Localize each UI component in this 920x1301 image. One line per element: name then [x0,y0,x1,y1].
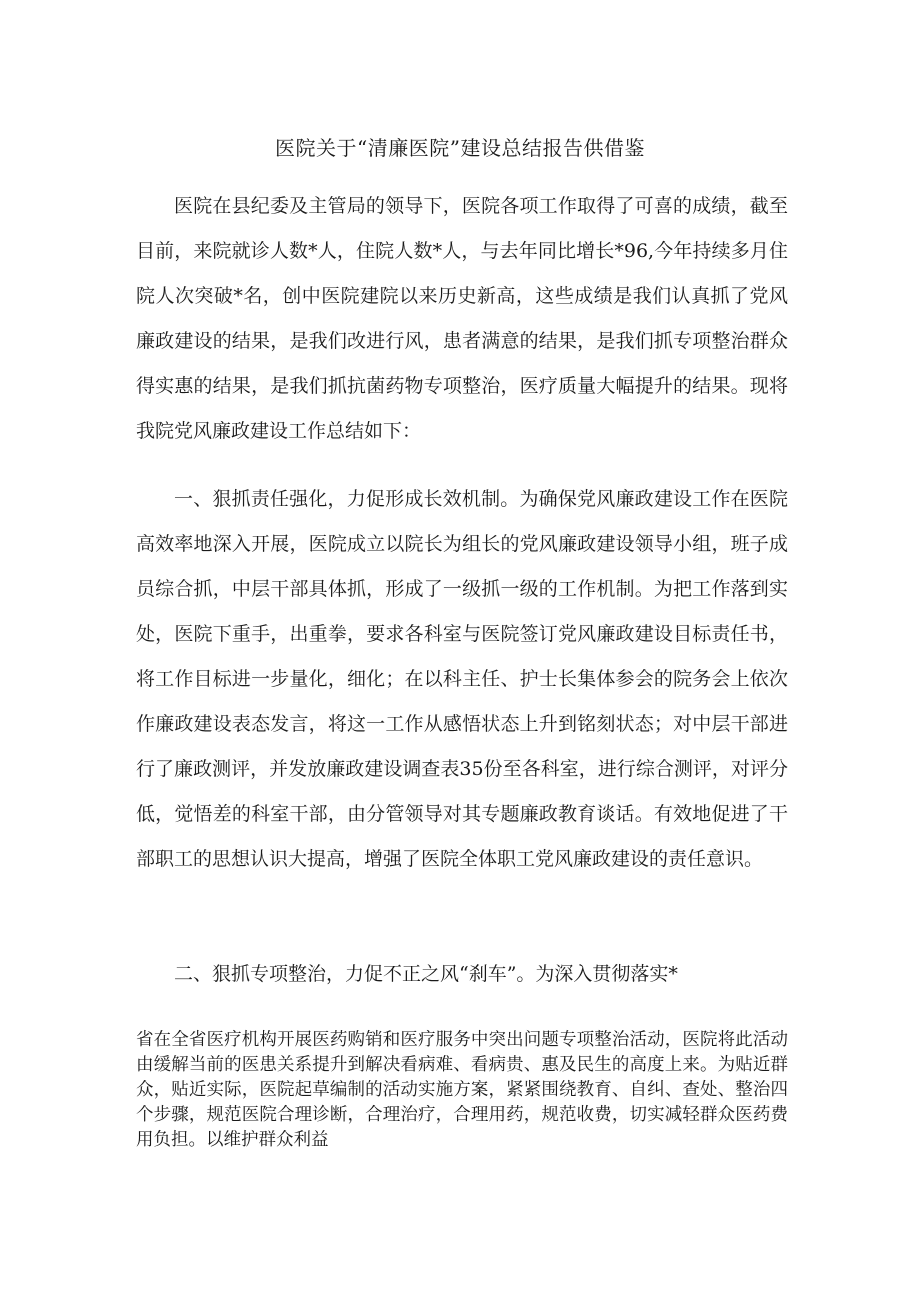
paragraph-section-one: 一、狠抓责任强化，力促形成长效机制。为确保党风廉政建设工作在医院高效率地深入开展，医院成立以院长为组长的党风廉政建设领导小组，班子成员综合抓，中层干部具体抓，形成了一级抓一级的工作机制。为把工作落到实处，医院下重手，出重拳，要求各科室与医院签订党风廉政建设目标责任书，将工作目标进一步量化，细化；在以科主任、护士长集体参会的院务会上依次作廉政建设表态发言，将这一工作从感悟状态上升到铭刻状态；对中层干部进行了廉政测评，并发放廉政建设调查表35份至各科室，进行综合测评，对评分低，觉悟差的科室干部，由分管领导对其专题廉政教育谈话。有效地促进了干部职工的思想认识大提高，增强了医院全体职工党风廉政建设的责任意识。 [136,488,788,870]
paragraph-intro: 医院在县纪委及主管局的领导下，医院各项工作取得了可喜的成绩，截至目前，来院就诊人数*人，住院人数*人，与去年同比增长*96,今年持续多月住院人次突破*名，创中医院建院以来历史新高，这些成绩是我们认真抓了党风廉政建设的结果，是我们改进行风，患者满意的结果，是我们抓专项整治群众得实惠的结果，是我们抓抗菌药物专项整治，医疗质量大幅提升的结果。现将我院党风廉政建设工作总结如下： [136,195,788,442]
paragraph-section-two-body: 省在全省医疗机构开展医药购销和医疗服务中突出问题专项整治活动，医院将此活动由缓解当前的医患关系提升到解决看病难、看病贵、惠及民生的高度上来。为贴近群众，贴近实际，医院起草编制的活动实施方案，紧紧围绕教育、自纠、查处、整治四个步骤，规范医院合理诊断，合理治疗，合理用药，规范收费，切实减轻群众医药费用负担。以维护群众利益 [136,1030,788,1150]
document-title: 医院关于“清廉医院”建设总结报告供借鉴 [275,136,645,160]
paragraph-section-two-heading: 二、狠抓专项整治，力促不正之风“刹车”。为深入贯彻落实* [174,963,678,985]
